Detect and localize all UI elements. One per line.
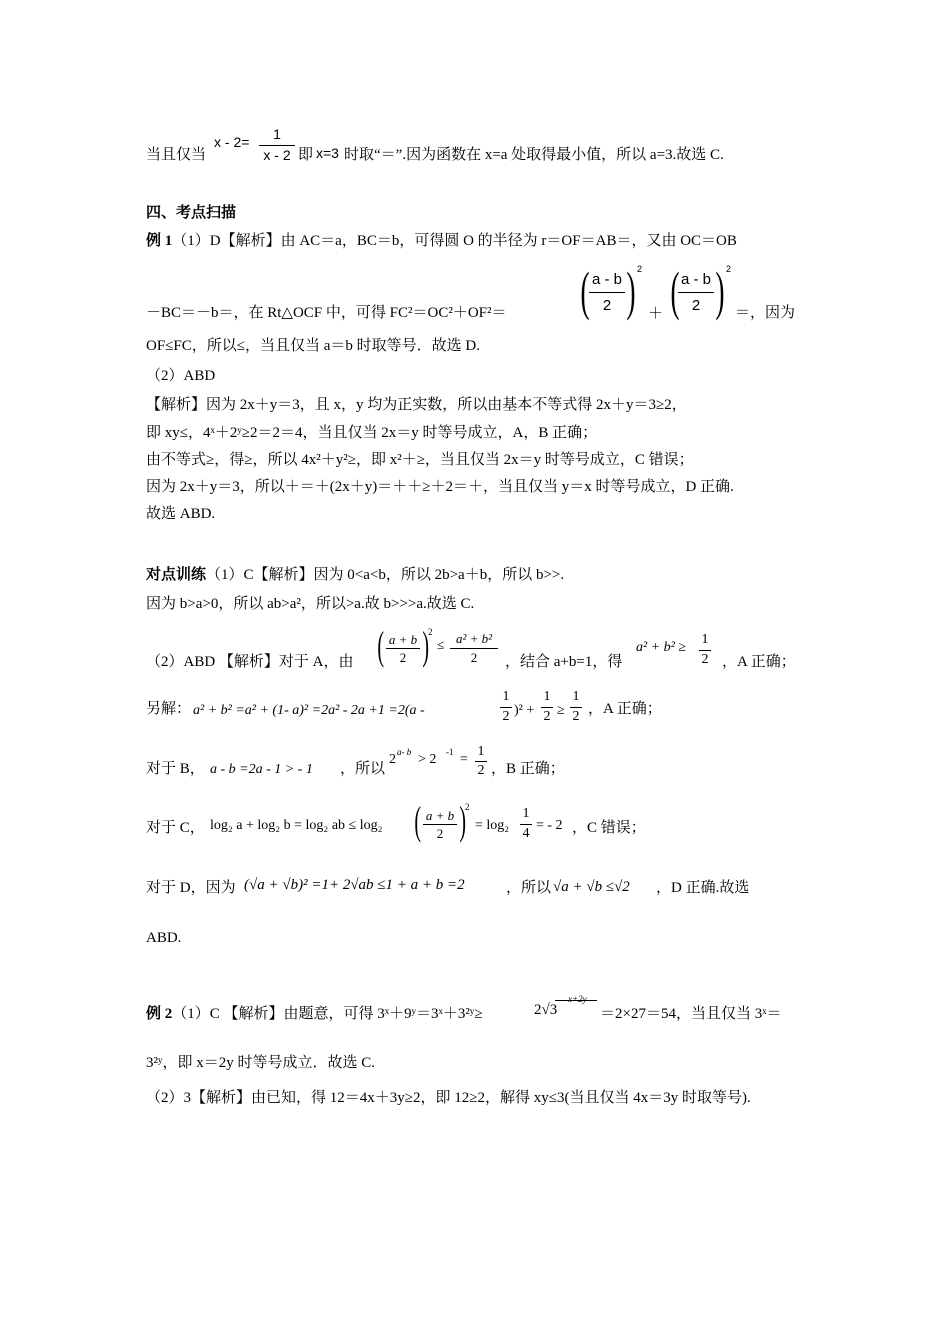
fraction-bar [423,824,457,825]
math-fraction-den [421,827,459,840]
exponent: x+2y [568,994,587,1004]
numerator: 1 [502,689,510,704]
fraction-bar [450,648,498,649]
math-expr: √a + √b ≤√2 [553,879,630,895]
text-line: （2）ABD 【解析】对于 A，由 [146,654,354,670]
text: ，A 正确； [722,654,796,670]
math-expr: > 2 [418,752,437,767]
denominator: 2 [502,709,510,724]
section-heading: 四、考点扫描 [146,205,237,221]
text-line: （2）3【解析】由已知，得 12＝4x＋3y≥2，即 12≥2，解得 xy≤3(当且仅当 4x＝3y 时取等号). [146,1090,751,1106]
training-label: 对点训练 [146,567,207,583]
text-line: 故选 ABD. [146,506,216,522]
denominator: 2 [477,763,485,778]
text-line: 当且仅当 [146,147,207,163]
text: ＝2×27＝54，当且仅当 3ˣ＝ [600,1006,782,1022]
math-fraction-den [589,298,625,313]
math-expr: a² + b² =a² + (1- a)² =2a² - 2a +1 =2(a - [193,703,425,718]
math-fraction-den [384,651,422,664]
math-fraction-den [499,710,513,724]
text-line: 对于 B， [146,761,205,777]
numerator: a - b [680,271,711,288]
numerator: 1 [701,632,709,647]
math-fraction [259,127,295,141]
denominator: 4 [522,826,530,841]
fraction-bar [541,707,553,708]
math-expr: x=3 [316,145,339,161]
denominator: 2 [602,297,612,314]
text-line: （2）ABD [146,368,216,384]
example-label: 例 1 [146,233,173,249]
text: （1）C【解析】因为 0<a<b，所以 2b>a＋b，所以 b>>. [206,567,565,583]
text-line: ABD. [146,930,182,946]
math-symbol: ≤ [437,637,445,652]
text-line: 对于 D，因为 [146,880,236,896]
paren-left: ( [377,623,384,668]
exponent: -1 [446,747,454,757]
text: ，所以 [340,761,386,777]
denominator: 2 [399,650,407,665]
math-fraction-den [540,710,554,724]
numerator: 1 [273,126,281,142]
math-fraction [448,632,500,645]
paren-right: ) [422,623,429,668]
exponent: 2 [428,627,433,637]
math-expr: )² + [514,703,535,718]
fraction-bar [500,707,512,708]
paren-right: ) [459,798,466,843]
numerator: a + b [388,632,418,647]
fraction-bar [475,761,487,762]
paren-left: ( [670,261,680,321]
example-label: 例 2 [146,1006,173,1022]
math-fraction-den [259,148,295,162]
text: （1）C 【解析】由题意，可得 3ˣ＋9ʸ＝3ˣ＋3²ʸ≥ [172,1006,483,1022]
text: 时取“＝”.因为函数在 x=a 处取得最小值，所以 a=3.故选 C. [344,147,724,163]
math-fraction [569,690,583,704]
exponent: 2 [465,802,470,812]
text-line [146,1007,483,1022]
exponent: 2 [726,264,732,274]
exponent: 2 [637,264,643,274]
math-expr: log₂ a + log₂ b = log₂ ab ≤ log₂ [210,818,383,833]
numerator: 1 [477,744,485,759]
fraction-bar [259,145,295,146]
paren-left: ( [580,261,590,321]
math-expr: = - 2 [536,818,563,833]
text-line: 对于 C， [146,820,205,836]
fraction-bar [678,292,714,293]
math-fraction-den [569,710,583,724]
math-expr: 2 [389,752,396,767]
paren-right: ) [715,261,725,321]
math-fraction [698,633,712,647]
math-fraction-den [678,298,714,313]
math-fraction [678,272,714,287]
math-fraction-den [474,764,488,778]
text-line: 因为 b>a>0，所以 ab>a²，所以>a.故 b>>>a.故选 C. [146,596,475,612]
text-line: 【解析】因为 2x＋y＝3，且 x，y 均为正实数，所以由基本不等式得 2x＋y＝3≥2， [146,397,687,413]
math-fraction-den [698,653,712,667]
text: 即 [298,147,314,163]
exponent: a- b [397,747,412,757]
math-fraction [589,272,625,287]
numerator: 1 [572,689,580,704]
math-fraction [474,745,488,759]
text-line [146,234,737,249]
math-fraction-den [448,651,500,664]
text: ＝，因为 [735,305,796,321]
fraction-bar [699,650,711,651]
text-line: 即 xy≤，4ˣ＋2ʸ≥2＝2＝4，当且仅当 2x＝y 时等号成立，A，B 正确； [146,425,598,441]
text: （1）D【解析】由 AC＝a，BC＝b，可得圆 O 的半径为 r＝OF＝AB＝，又由 OC＝OB [172,233,737,249]
numerator: a² + b² [455,631,493,646]
fraction-bar [570,707,582,708]
denominator: 2 [701,652,709,667]
text-line: 由不等式≥，得≥，所以 4x²＋y²≥，即 x²＋≥，当且仅当 2x＝y 时等号成立，C 错误； [146,452,694,468]
text-line: OF≤FC，所以≤，当且仅当 a＝b 时取等号．故选 D. [146,338,480,354]
math-fraction-den [519,827,533,841]
math-expr: a² + b² ≥ [636,640,687,655]
math-fraction [540,690,554,704]
denominator: x - 2 [263,147,291,163]
text: ＋ [648,306,664,322]
math-fraction [384,633,422,646]
math-expr: x - 2= [214,134,250,150]
paren-right: ) [626,261,636,321]
paren-left: ( [414,798,421,843]
text: ，所以 [506,880,552,896]
fraction-bar [386,648,420,649]
math-expr: = log₂ [475,818,510,833]
text-line: －BC＝－b＝，在 Rt△OCF 中，可得 FC²＝OC²＋OF²＝ [146,305,507,321]
text: ，结合 a+b=1，得 [505,654,623,670]
text-line: 因为 2x＋y＝3，所以＋＝＋(2x＋y)＝＋＋≥＋2＝＋，当且仅当 y＝x 时等号成立，D 正确. [146,479,734,495]
math-symbol: = [460,752,468,767]
text: ，C 错误； [572,820,646,836]
denominator: 2 [572,709,580,724]
denominator: 2 [691,297,701,314]
denominator: 2 [543,709,551,724]
math-fraction [519,807,533,821]
math-fraction [499,690,513,704]
math-symbol: ≥ [557,703,565,718]
denominator: 2 [470,650,478,665]
math-expr: a - b =2a - 1 > - 1 [210,762,313,777]
math-fraction [421,809,459,822]
numerator: 1 [543,689,551,704]
text: ，A 正确； [588,701,662,717]
math-radical: 2√3 [534,1002,558,1018]
text-line [146,568,564,583]
text: ，D 正确.故选 [656,880,750,896]
fraction-bar [589,292,625,293]
text-line: 3²ʸ，即 x＝2y 时等号成立．故选 C. [146,1055,375,1071]
math-expr: (√a + √b)² =1+ 2√ab ≤1 + a + b =2 [244,877,465,893]
text-line: 另解： [146,701,192,717]
fraction-bar [520,824,532,825]
numerator: 1 [522,806,530,821]
numerator: a + b [425,808,455,823]
numerator: a - b [591,271,622,288]
denominator: 2 [436,826,444,841]
text: ，B 正确； [491,761,565,777]
